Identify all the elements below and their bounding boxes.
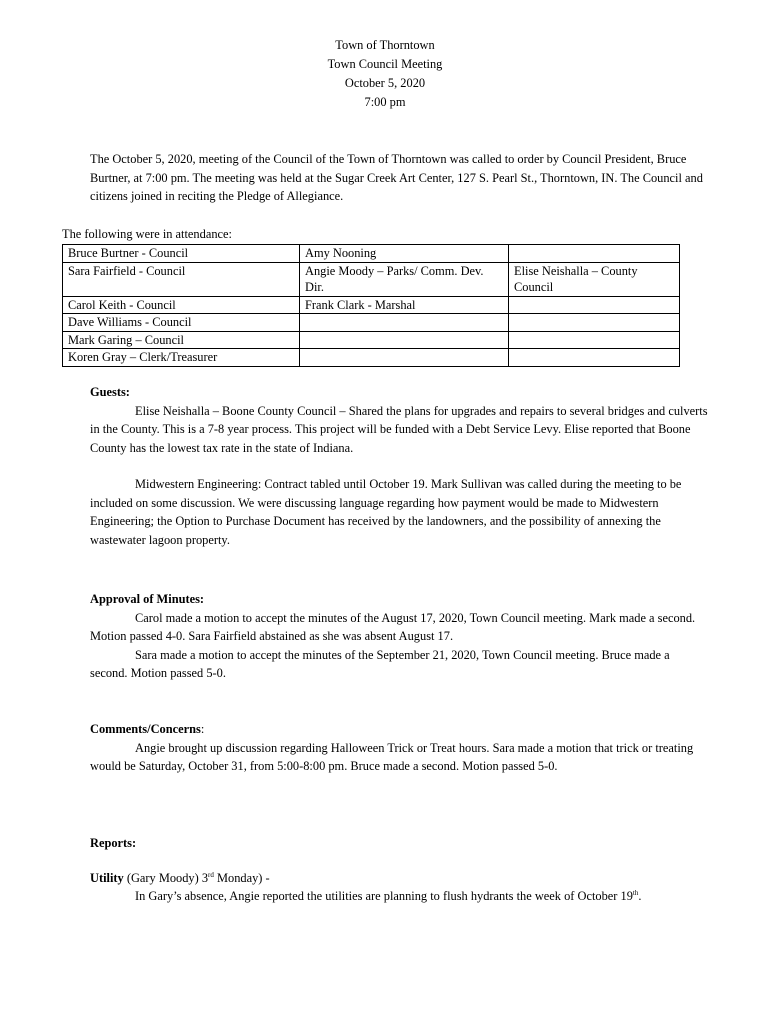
comments-paragraph: Angie brought up discussion regarding Halloween Trick or Treat hours. Sara made a motion that trick or treating would be Saturday, October 31, from 5:00-8:00 pm. Bruce made a second. Motion passed 5-0. — [90, 740, 694, 773]
header-town: Town of Thorntown — [335, 38, 435, 52]
table-cell — [509, 349, 680, 367]
table-cell: Mark Garing – Council — [63, 331, 300, 349]
table-row — [63, 296, 680, 314]
comments-heading-colon: : — [200, 722, 205, 736]
table-cell: Amy Nooning — [300, 245, 509, 263]
table-cell: Frank Clark - Marshal — [300, 296, 509, 314]
table-cell — [509, 331, 680, 349]
utility-post: Monday) - — [213, 870, 270, 885]
guests-paragraph-2: Midwestern Engineering: Contract tabled until October 19. Mark Sullivan was called during the meeting to be included on some discussion. We were discussing language regarding how payment would be made to Midwestern Engineering; the Option to Purchase Document has received by the landowners, and the possibility of annexing the wastewater lagoon property. — [90, 477, 682, 547]
header-meeting: Town Council Meeting — [327, 57, 443, 71]
utility-text-sup: th — [632, 889, 639, 897]
utility-text-end: . — [638, 889, 642, 903]
minutes-heading: Approval of Minutes: — [90, 592, 205, 606]
comments-heading: Comments/Concerns — [90, 722, 201, 736]
table-cell — [509, 296, 680, 314]
table-row — [63, 262, 680, 296]
table-row — [63, 349, 680, 367]
reports-section — [90, 834, 710, 906]
minutes-paragraph-1: Carol made a motion to accept the minutes of the August 17, 2020, Town Council meeting. Mark made a second. Motion passed 4-0. Sara Fairfield abstained as she was absent August 17. — [90, 610, 696, 643]
table-row — [63, 314, 680, 332]
table-cell: Carol Keith - Council — [63, 296, 300, 314]
table-cell: Koren Gray – Clerk/Treasurer — [63, 349, 300, 367]
table-cell — [300, 331, 509, 349]
utility-line — [90, 869, 710, 888]
guests-paragraph-1: Elise Neishalla – Boone County Council – Shared the plans for upgrades and repairs to several bridges and culverts in the County. This is a 7-8 year process. This project will be funded with a Debt Service Levy. Elise reported that Boone County has the lowest tax rate in the state of Indiana. — [90, 403, 708, 455]
intro-section — [90, 150, 710, 206]
guests-heading: Guests: — [90, 385, 130, 399]
attendance-label: The following were in attendance: — [62, 227, 232, 241]
minutes-paragraph-2: Sara made a motion to accept the minutes of the September 21, 2020, Town Council meeting. Bruce made a second. Motion passed 5-0. — [90, 647, 670, 680]
table-cell: Bruce Burtner - Council — [63, 245, 300, 263]
utility-text: In Gary’s absence, Angie reported the utilities are planning to flush hydrants the week of October 19 — [135, 889, 633, 903]
document-header — [0, 36, 770, 112]
table-row — [63, 245, 680, 263]
table-cell — [509, 314, 680, 332]
minutes-section — [90, 590, 710, 683]
utility-sup: rd — [208, 870, 214, 879]
table-cell — [300, 314, 509, 332]
utility-label: Utility — [90, 870, 124, 885]
table-cell — [300, 349, 509, 367]
table-cell — [509, 245, 680, 263]
table-row — [63, 331, 680, 349]
header-time: 7:00 pm — [364, 95, 406, 109]
attendance-table — [62, 244, 680, 367]
intro-paragraph: The October 5, 2020, meeting of the Council of the Town of Thorntown was called to order by Council President, Bruce Burtner, at 7:00 pm. The meeting was held at the Sugar Creek Art Center, 127 S. Pearl St., Thorntown, IN. The Council and citizens joined in reciting the Pledge of Allegiance. — [90, 152, 703, 203]
comments-section — [90, 720, 710, 776]
table-cell: Dave Williams - Council — [63, 314, 300, 332]
table-cell: Angie Moody – Parks/ Comm. Dev. Dir. — [300, 262, 509, 296]
header-date: October 5, 2020 — [344, 76, 426, 90]
utility-pre: (Gary Moody) 3 — [123, 870, 209, 885]
comments-heading-line — [90, 720, 710, 739]
guests-section — [90, 383, 710, 549]
utility-paragraph — [90, 887, 710, 906]
table-cell: Elise Neishalla – County Council — [509, 262, 680, 296]
table-cell: Sara Fairfield - Council — [63, 262, 300, 296]
reports-heading: Reports: — [90, 836, 137, 850]
